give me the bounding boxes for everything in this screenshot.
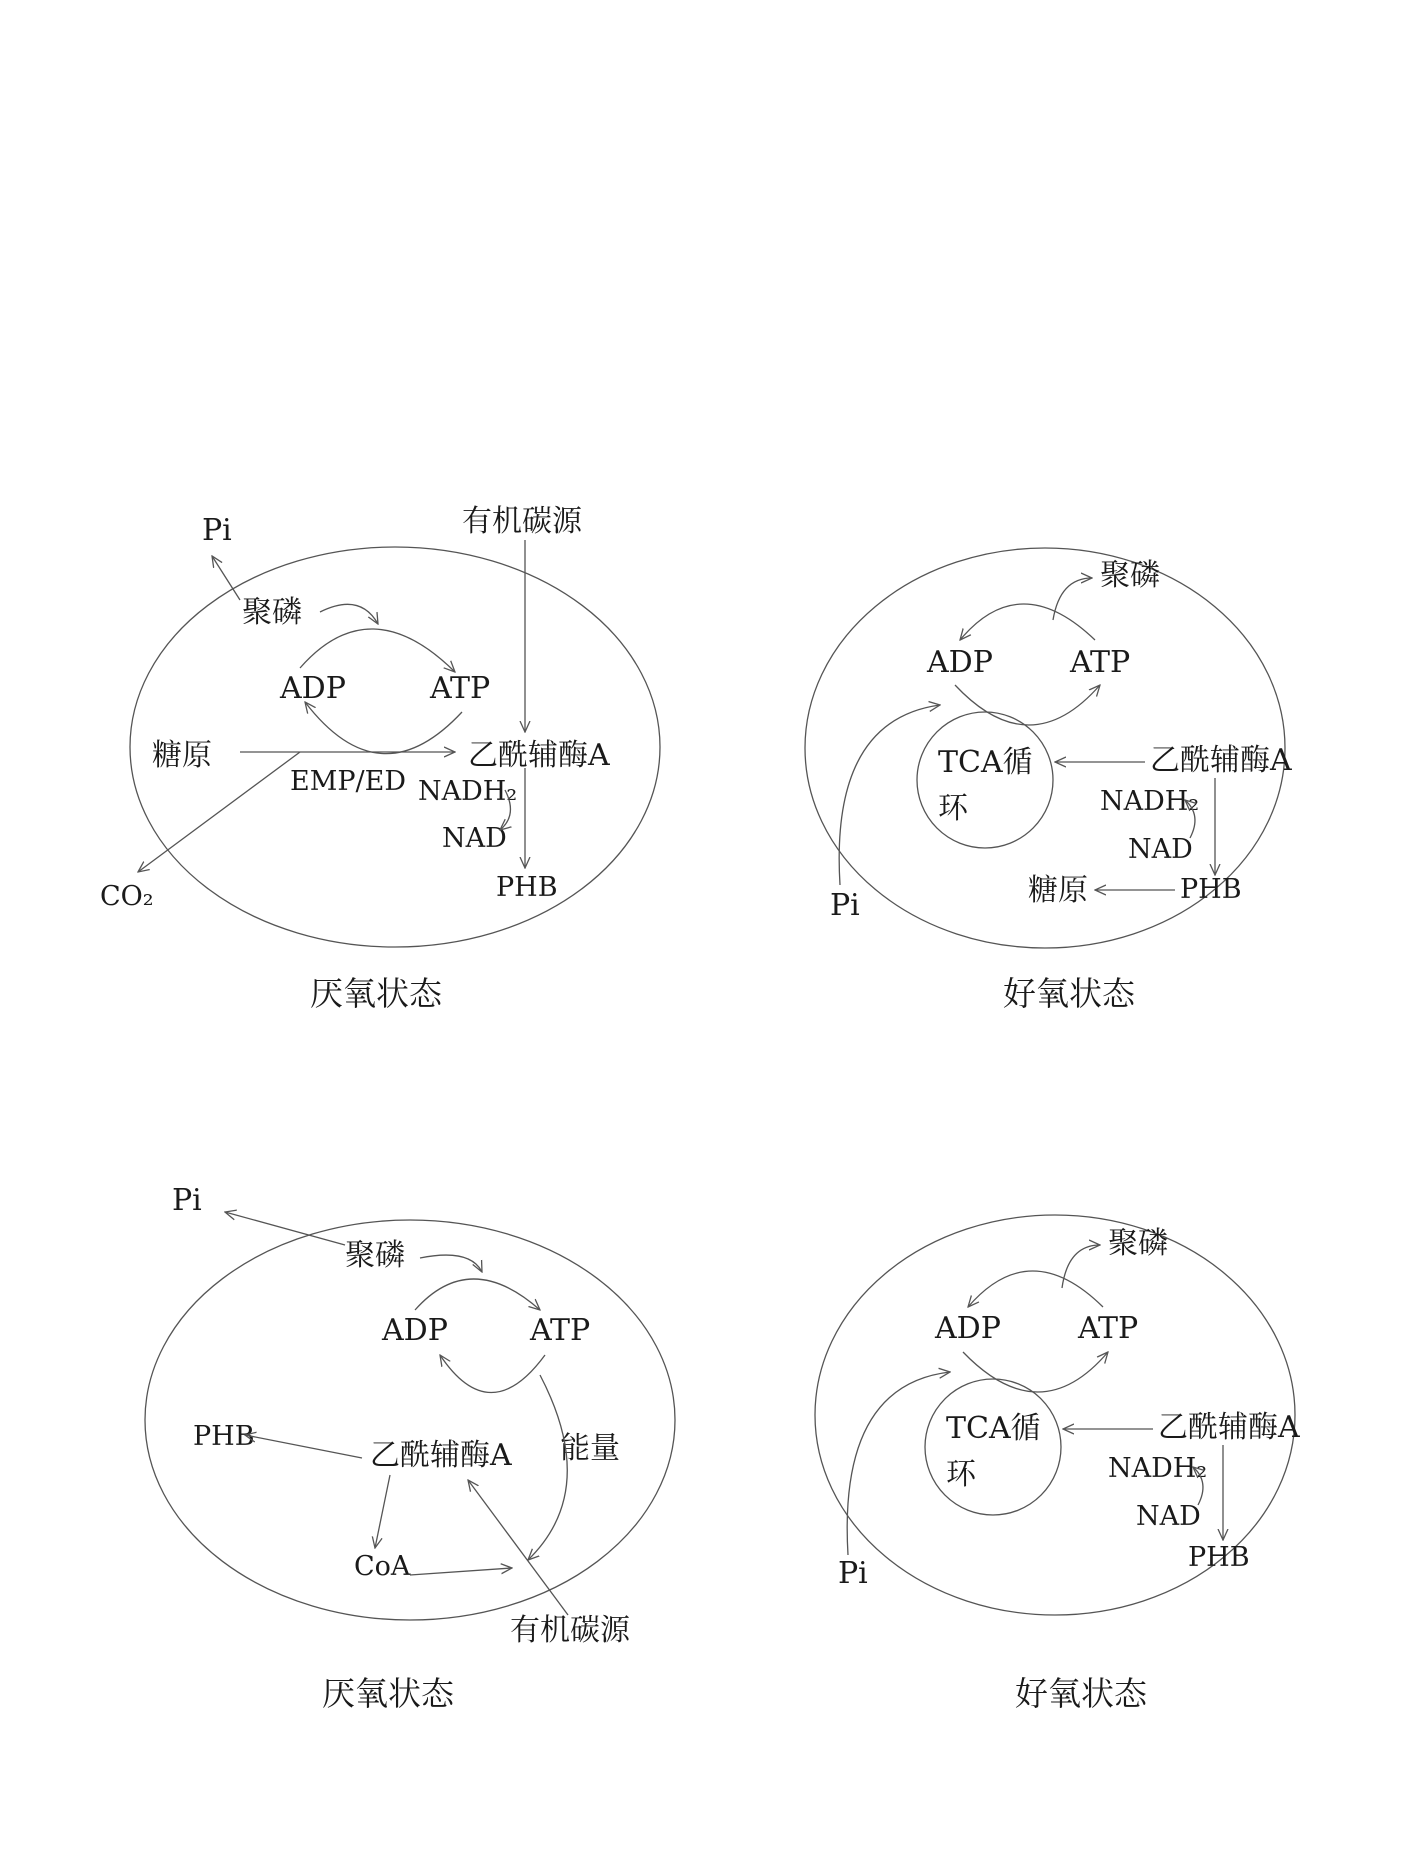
adp-label: ADP [927, 645, 993, 680]
pi-uptake-arrow [847, 1372, 950, 1555]
acetyl-to-coa-arrow [375, 1475, 390, 1548]
anaerobic-diagram-1 [100, 504, 660, 1013]
atp-label: ATP [530, 1313, 591, 1348]
atp-to-adp-arc [305, 702, 462, 754]
polyphosphate-label: 聚磷 [1108, 1226, 1168, 1261]
pi-label: Pi [202, 513, 232, 548]
nadh2-label: NADH₂ [1100, 786, 1200, 817]
phb-label: PHB [1180, 874, 1242, 905]
atp-to-adp-arc [968, 1271, 1103, 1307]
tca-cycle-label-line1: TCA循 [946, 1411, 1041, 1446]
adp-to-atp-arc [955, 685, 1100, 725]
polyp-to-atp-arrow [320, 604, 378, 624]
adp-label: ADP [280, 671, 346, 706]
aerobic-diagram-2 [815, 1215, 1300, 1713]
energy-label: 能量 [560, 1431, 620, 1466]
nad-label: NAD [1136, 1501, 1201, 1532]
atp-to-energy-arc [528, 1375, 567, 1560]
adp-label: ADP [382, 1313, 448, 1348]
diagram-caption: 厌氧状态 [322, 1674, 454, 1713]
organic-carbon-label: 有机碳源 [462, 504, 582, 539]
nad-label: NAD [442, 823, 507, 854]
phb-label: PHB [1188, 1542, 1250, 1573]
polyphosphate-label: 聚磷 [345, 1238, 405, 1273]
polyphosphate-label: 聚磷 [242, 595, 302, 630]
aerobic-diagram-1 [805, 548, 1292, 1013]
coa-to-junction-arrow [410, 1568, 512, 1575]
phb-label: PHB [193, 1421, 255, 1452]
atp-label: ATP [1078, 1311, 1139, 1346]
atp-label: ATP [1070, 645, 1131, 680]
diagram-caption: 好氧状态 [1015, 1674, 1147, 1713]
atp-label: ATP [430, 671, 491, 706]
atp-to-adp-arc [440, 1355, 545, 1393]
tca-cycle-circle [925, 1379, 1061, 1515]
polyp-to-pi-arrow [225, 1212, 345, 1245]
organic-carbon-label: 有机碳源 [510, 1613, 630, 1648]
tca-cycle-label-line2: 环 [946, 1457, 976, 1492]
acetyl-coa-label: 乙酰辅酶A [1158, 1410, 1300, 1445]
nadh2-label: NADH₂ [1108, 1453, 1208, 1484]
emp-ed-label: EMP/ED [290, 766, 406, 797]
atp-to-polyp-arrow [1062, 1245, 1100, 1288]
coa-label: CoA [354, 1551, 411, 1582]
polyp-to-atp-arrow [420, 1255, 482, 1272]
diagram-caption: 厌氧状态 [310, 974, 442, 1013]
nad-label: NAD [1128, 834, 1193, 865]
adp-to-atp-arc [415, 1279, 540, 1310]
adp-label: ADP [935, 1311, 1001, 1346]
glycogen-label: 糖原 [152, 738, 212, 773]
tca-cycle-label-line2: 环 [938, 791, 968, 826]
atp-to-adp-arc [960, 604, 1095, 640]
acetyl-coa-label: 乙酰辅酶A [1150, 743, 1292, 778]
acetyl-coa-label: 乙酰辅酶A [468, 738, 610, 773]
co2-label: CO₂ [100, 881, 154, 912]
tca-cycle-circle [917, 712, 1053, 848]
diagram-caption: 好氧状态 [1003, 974, 1135, 1013]
pi-uptake-arrow [839, 705, 940, 885]
glycogen-label: 糖原 [1028, 873, 1088, 908]
anaerobic-diagram-2 [145, 1183, 675, 1713]
pi-label: Pi [172, 1183, 202, 1218]
polyphosphate-label: 聚磷 [1100, 558, 1160, 593]
pi-label: Pi [838, 1556, 868, 1591]
phb-label: PHB [496, 872, 558, 903]
pi-label: Pi [830, 888, 860, 923]
nadh2-label: NADH₂ [418, 776, 518, 807]
adp-to-atp-arc [963, 1352, 1108, 1392]
adp-to-atp-arc [300, 629, 455, 672]
carbon-to-acetyl-arrow [468, 1480, 568, 1615]
acetyl-to-phb-arrow [245, 1435, 362, 1458]
acetyl-coa-label: 乙酰辅酶A [370, 1438, 512, 1473]
tca-cycle-label-line1: TCA循 [938, 745, 1033, 780]
